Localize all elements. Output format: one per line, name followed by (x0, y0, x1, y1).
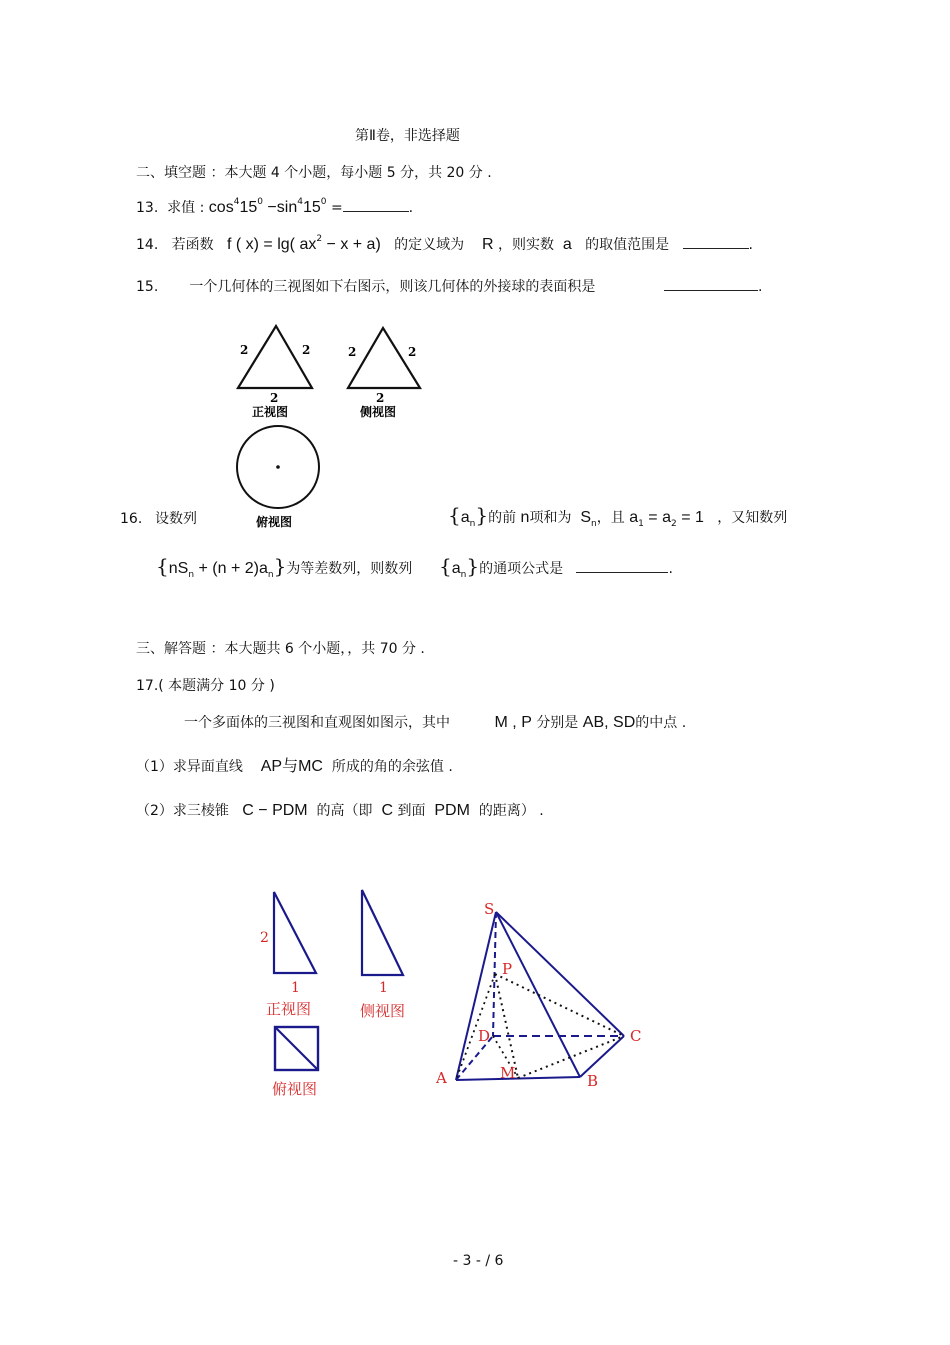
q17-SD: SD (613, 714, 636, 731)
edge-BC (580, 1036, 624, 1077)
side-bottom-label: 2 (376, 391, 385, 405)
q14-square: 2 (316, 234, 323, 244)
q13-degree-1: 0 (257, 197, 263, 207)
question-15 (136, 278, 595, 296)
point-P-label: P (502, 960, 513, 978)
q14-domain-text: 的定义域为 (394, 237, 465, 253)
q16-S-sub: n (591, 519, 597, 529)
q16-answer-blank (576, 560, 668, 573)
q16-lead: 设数列 (155, 511, 197, 527)
q13-lead: 求值 : (167, 200, 205, 216)
q16-a1: a (629, 509, 639, 526)
vertex-A-label: A (436, 1069, 447, 1087)
q16-a1-sub: 1 (638, 519, 644, 529)
fill-in-header: 二、填空题 ：本大题 4 个小题，每小题 5 分，共 20 分 . (136, 165, 492, 181)
q17-part-1 (136, 758, 453, 776)
front-view-caption: 正视图 (252, 405, 289, 419)
vertex-S-label: S (484, 900, 495, 918)
front-bottom-label: 2 (270, 391, 279, 405)
front-left-label: 2 (240, 343, 249, 357)
q16-before-n: 的前 (488, 510, 517, 526)
q17-heading: 17.( 本题满分 10 分 ) (136, 678, 275, 694)
q15-answer (664, 278, 762, 296)
q17-stem-3: 的中点 . (635, 715, 687, 731)
q13-power-2: 4 (297, 197, 303, 207)
question-16-line-2: $\{nS_n + (n + 2)a_n\}$为等差数列，则数列 $\{a_n\}$的通项公式是 . (156, 554, 673, 580)
q16-tail: ，又知数列 (717, 510, 788, 526)
q13-minus-sin: −sin (267, 199, 298, 216)
q17-part-2 (136, 802, 544, 820)
edge-SB (496, 912, 580, 1077)
q16-plus-term: + (n + 2)a (198, 560, 268, 577)
q16-sum-text: 项和为 (529, 510, 572, 526)
side-right-label: 2 (408, 345, 417, 359)
q16-arith-text: 为等差数列，则数列 (286, 561, 413, 577)
top-view-caption: 俯视图 (272, 1080, 318, 1098)
section-title: 第Ⅱ卷，非选择题 (355, 128, 460, 144)
q14-tail: 的取值范围是 (585, 237, 670, 253)
q13-cos: cos (208, 199, 234, 216)
q17-part-2-mid2: 到面 (397, 803, 426, 819)
front-view-width-label: 1 (291, 980, 300, 996)
edge-SC (496, 912, 624, 1036)
q17-part-2-tail: 的距离） . (478, 803, 544, 819)
q14-number: 14. (136, 237, 159, 253)
q14-function: f ( x) = lg( ax (226, 236, 317, 253)
q17-part-2-expr: C − PDM (242, 802, 308, 819)
q16-S: S (580, 509, 592, 526)
q17-AB: AB, (582, 714, 609, 731)
vertex-B-label: B (587, 1072, 599, 1090)
front-right-label: 2 (302, 343, 311, 357)
q16-number: 16. (120, 511, 143, 527)
q16-a2-sub: 2 (671, 519, 677, 529)
point-M-label: M (500, 1064, 516, 1082)
q15-end: . (758, 279, 763, 295)
q14-a: a (562, 236, 572, 253)
vertex-D-label: D (478, 1027, 491, 1045)
top-view-caption: 俯视图 (256, 515, 293, 529)
q17-M: M , (494, 714, 517, 731)
q16-sequence-n: n (469, 519, 476, 529)
q16-n: n (520, 509, 530, 526)
segment-PC (495, 974, 624, 1036)
side-left-label: 2 (348, 345, 357, 359)
q15-number: 15. (136, 279, 159, 295)
q16-eq2: = 1 (681, 509, 704, 526)
q16-l2-a-sub: n (460, 570, 467, 580)
q16-eq1: = (648, 509, 658, 526)
front-view-triangle (238, 326, 312, 388)
question-13 (136, 199, 413, 219)
q13-equals: = (330, 200, 343, 216)
q13-angle-1: 15 (239, 199, 258, 216)
question-16-line-1: $\{a_n\}$的前 n项和为 $S_n$，且 $a_1 = a_2 = 1$ ，又知数列 (448, 503, 788, 529)
question-14 (136, 236, 753, 256)
three-view-figure-q15 (228, 318, 438, 538)
side-view-width-label: 1 (379, 980, 388, 996)
polyhedron-figure-q17 (250, 880, 660, 1110)
vertex-C-label: C (630, 1027, 642, 1045)
segment-MC (518, 1036, 624, 1078)
side-view-caption: 侧视图 (360, 1002, 406, 1020)
q14-end: . (748, 237, 753, 253)
side-view-caption: 侧视图 (360, 405, 397, 419)
q17-stem (184, 714, 686, 732)
q14-answer-blank (683, 236, 749, 249)
q14-function-rest: − x + a) (326, 236, 381, 253)
q17-part-2-PDM: PDM (434, 802, 470, 819)
side-view-right-triangle (362, 890, 403, 975)
q16-l2-tail: 的通项公式是 (479, 561, 564, 577)
q17-part-2-lead: （2）求三棱锥 (136, 803, 229, 819)
q17-stem-2: 分别是 (536, 715, 579, 731)
q16-l2-a: a (451, 560, 461, 577)
front-view-caption: 正视图 (266, 1000, 312, 1018)
q14-R: R (481, 236, 494, 253)
q17-part-2-mid: 的高（即 (316, 803, 373, 819)
q17-part-1-expr: AP与MC (260, 758, 323, 775)
q16-a2: a (662, 509, 671, 526)
q13-angle-2: 15 (302, 199, 321, 216)
q13-degree-2: 0 (320, 197, 327, 207)
q16-and: ，且 (596, 510, 625, 526)
page-footer: - 3 - / 6 (453, 1253, 504, 1269)
q13-end: . (408, 200, 414, 216)
top-view-center-dot (276, 465, 280, 469)
q17-stem-1: 一个多面体的三视图和直观图如图示，其中 (184, 715, 450, 731)
q16-end: . (668, 561, 673, 577)
q17-part-1-lead: （1）求异面直线 (136, 759, 243, 775)
q13-number: 13. (136, 200, 159, 216)
q15-answer-blank (664, 278, 758, 291)
q16-sequence-a: a (460, 509, 470, 526)
q16-nSn-sub: n (188, 570, 195, 580)
q13-answer-blank (343, 199, 409, 212)
solve-header: 三、解答题 ：本大题共 6 个小题，，共 70 分 . (136, 641, 425, 657)
front-view-right-triangle (274, 892, 316, 973)
q16-plus-term-sub: n (267, 570, 274, 580)
q13-power-1: 4 (233, 197, 240, 207)
front-view-height-label: 2 (260, 930, 269, 946)
q15-text: 一个几何体的三视图如下右图示，则该几何体的外接球的表面积是 (189, 279, 596, 295)
q17-part-2-C: C (381, 802, 393, 819)
q16-nSn: nS (168, 560, 189, 577)
q17-part-1-tail: 所成的角的余弦值 . (331, 759, 453, 775)
segment-PM (495, 974, 518, 1078)
q14-lead: 若函数 (171, 237, 214, 253)
top-view-diagonal (275, 1027, 318, 1070)
q17-P: P (521, 714, 532, 731)
q14-real-text: ，则实数 (497, 237, 554, 253)
